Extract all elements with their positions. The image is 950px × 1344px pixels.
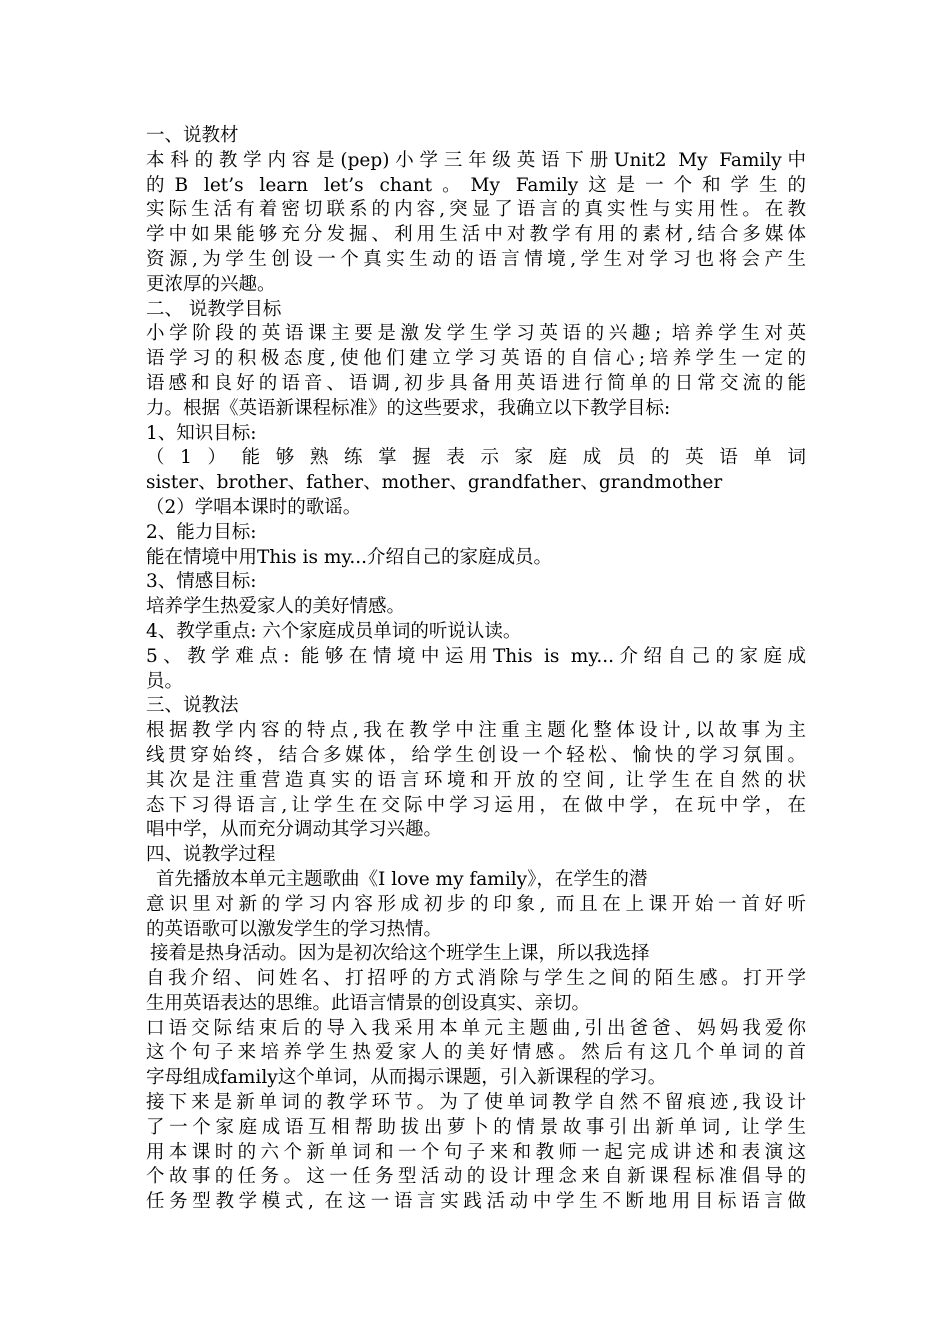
paragraph-line: 唱中学，从而充分调动其学习兴趣。 (146, 819, 443, 841)
paragraph-line: 字母组成family这个单词，从而揭示课题，引入新课程的学习。 (146, 1067, 667, 1089)
paragraph-line: sister、brother、father、mother、grandfather、grandmother (146, 472, 723, 494)
heading-3: 三、说教法 (146, 695, 239, 717)
list-item: （1）能够熟练掌握表示家庭成员的英语单词 (146, 447, 806, 469)
paragraph-line: 用本课时的六个新单词和一个句子来和教师一起完成讲述和表演这 (146, 1141, 806, 1163)
paragraph-line: 根据教学内容的特点,我在教学中注重主题化整体设计,以故事为主 (146, 720, 806, 742)
paragraph-line: 更浓厚的兴趣。 (146, 273, 276, 295)
paragraph-line: 口语交际结束后的导入我采用本单元主题曲,引出爸爸、妈妈我爱你 (146, 1017, 806, 1039)
paragraph-line: 这个句子来培养学生热爱家人的美好情感。然后有这几个单词的首 (146, 1042, 806, 1064)
paragraph-line: 个故事的任务。这一任务型活动的设计理念来自新课程标准倡导的 (146, 1166, 806, 1188)
heading-4: 四、说教学过程 (146, 844, 276, 866)
list-item: （2）学唱本课时的歌谣。 (146, 496, 362, 518)
paragraph-line: 了一个家庭成语互相帮助拔出萝卜的情景故事引出新单词, 让学生 (146, 1116, 806, 1138)
paragraph-line: 能在情境中用This is my...介绍自己的家庭成员。 (146, 546, 553, 568)
paragraph-line: 小学阶段的英语课主要是激发学生学习英语的兴趣; 培养学生对英 (146, 323, 806, 345)
paragraph-line: 生用英语表达的思维。此语言情景的创设真实、亲切。 (146, 992, 591, 1014)
paragraph-line: 态下习得语言,让学生在交际中学习运用，在做中学，在玩中学，在 (146, 794, 806, 816)
paragraph-line: 的B let’s learn let’s chant。My Family这是一个和学生的 (146, 174, 806, 196)
paragraph-line: 自我介绍、问姓名、打招呼的方式消除与学生之间的陌生感。打开学 (146, 968, 806, 990)
paragraph-line: 资源,为学生创设一个真实生动的语言情境,学生对学习也将会产生 (146, 248, 806, 270)
paragraph-line: 力。根据《英语新课程标准》的这些要求，我确立以下教学目标: (146, 397, 671, 419)
paragraph-line: 其次是注重营造真实的语言环境和开放的空间, 让学生在自然的状 (146, 769, 806, 791)
paragraph-line: 任务型教学模式, 在这一语言实践活动中学生不断地用目标语言做 (146, 1191, 806, 1213)
paragraph-line: 首先播放本单元主题歌曲《I love my family》，在学生的潜 (156, 868, 648, 890)
paragraph-line: 接下来是新单词的教学环节。为了使单词教学自然不留痕迹,我设计 (146, 1092, 806, 1114)
heading-1: 一、说教材 (146, 125, 239, 146)
heading-2: 二、 说教学目标 (146, 298, 282, 320)
paragraph-line: 意识里对新的学习内容形成初步的印象, 而且在上课开始一首好听 (146, 893, 806, 915)
difficult-point: 5、教学难点: 能够在情境中运用This is my...介绍自己的家庭成 (146, 645, 806, 667)
paragraph-line: 语感和良好的语音、语调,初步具备用英语进行简单的日常交流的能 (146, 372, 806, 394)
paragraph-line: 学中如果能够充分发掘、利用生活中对教学有用的素材,结合多媒体 (146, 224, 806, 246)
subheading-ability: 2、能力目标: (146, 521, 257, 543)
paragraph-line: 员。 (146, 670, 184, 692)
paragraph-line: 线贯穿始终，结合多媒体，给学生创设一个轻松、愉快的学习氛围。 (146, 744, 806, 766)
paragraph-line: 本科的教学内容是(pep)小学三年级英语下册Unit2 My Family中 (146, 149, 806, 171)
subheading-emotion: 3、情感目标: (146, 571, 257, 593)
subheading-knowledge: 1、知识目标: (146, 422, 257, 444)
paragraph-line: 培养学生热爱家人的美好情感。 (146, 596, 406, 618)
paragraph-line: 实际生活有着密切联系的内容,突显了语言的真实性与实用性。在教 (146, 199, 806, 221)
paragraph-line: 语学习的积极态度,使他们建立学习英语的自信心;培养学生一定的 (146, 348, 806, 370)
paragraph-line: 的英语歌可以激发学生的学习热情。 (146, 918, 443, 940)
paragraph-line: 接着是热身活动。因为是初次给这个班学生上课，所以我选择 (150, 943, 650, 965)
key-point: 4、教学重点: 六个家庭成员单词的听说认读。 (146, 620, 522, 642)
document-page (146, 124, 806, 1215)
